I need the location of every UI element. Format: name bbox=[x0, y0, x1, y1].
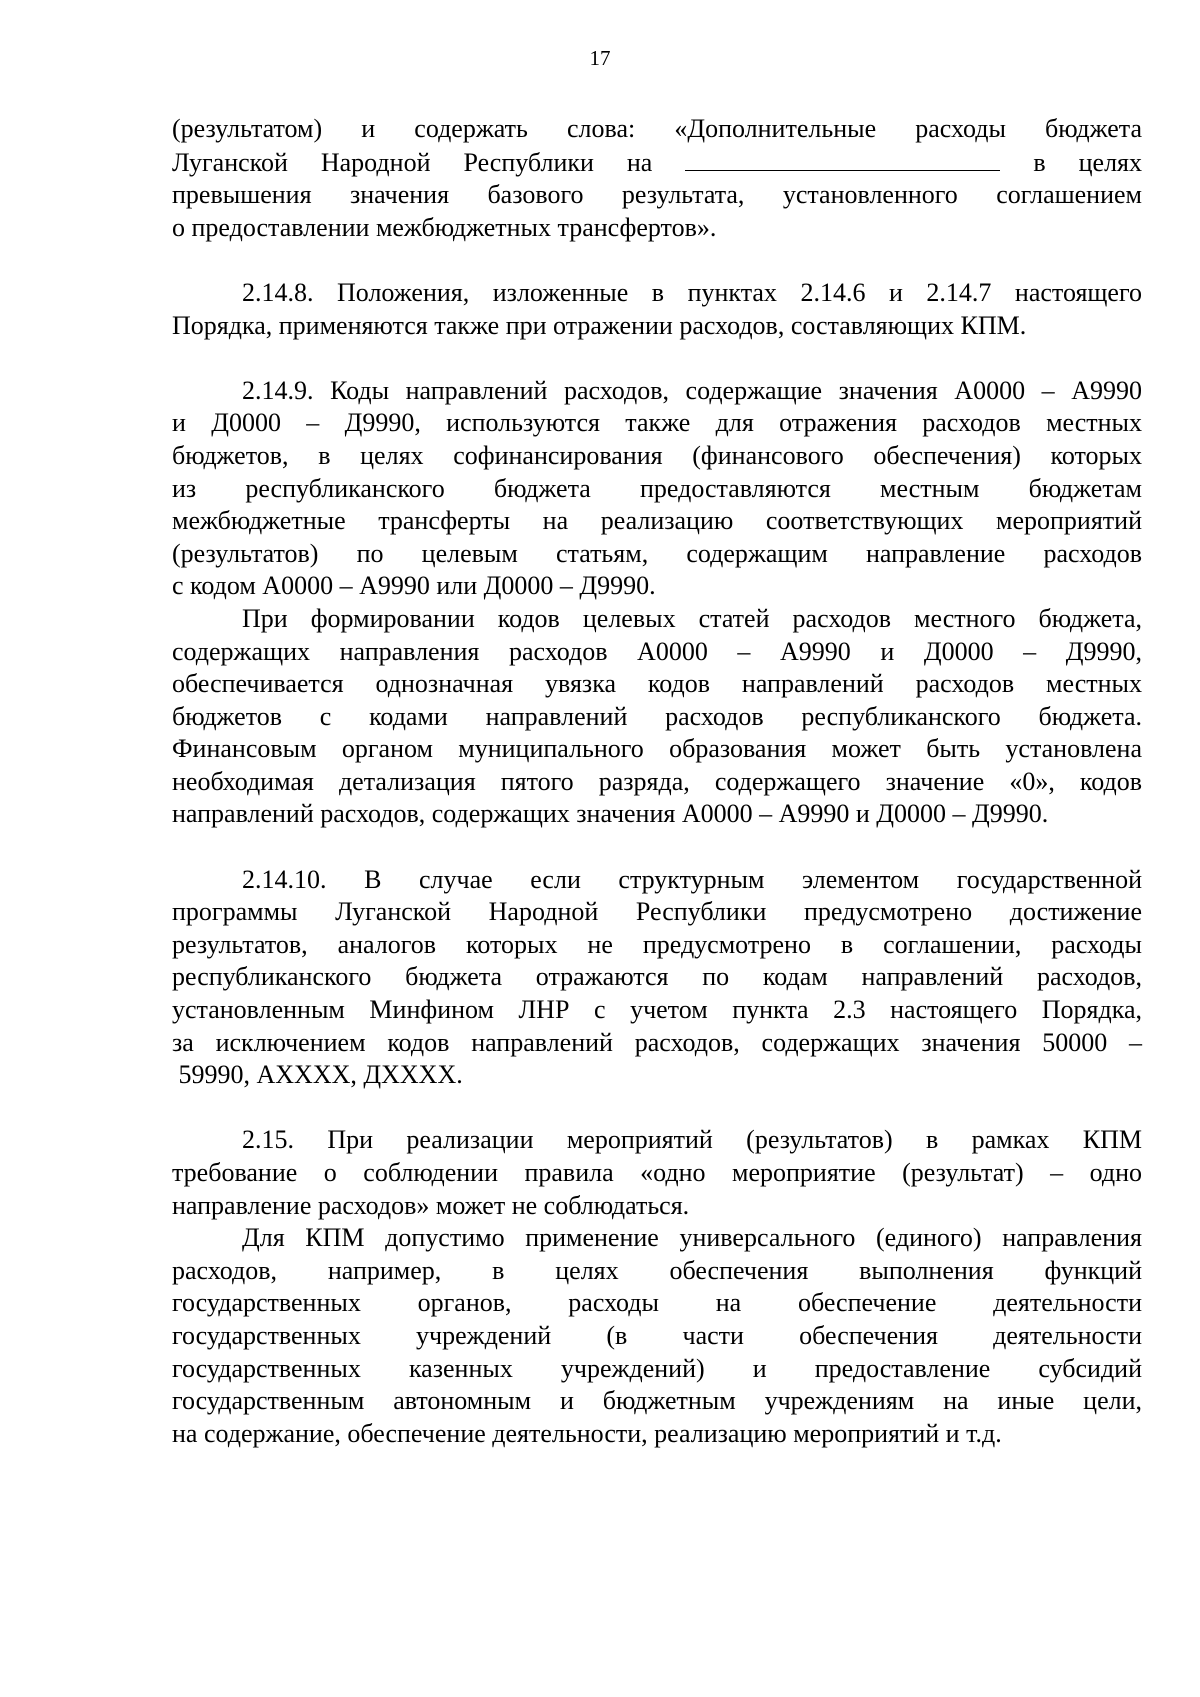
text-line: расходов, например, в целях обеспечения выполнения функций bbox=[172, 1255, 1142, 1285]
text-line: и Д0000 – Д9990, используются также для отражения расходов местных bbox=[172, 408, 1142, 438]
text-line: за исключением кодов направлений расходов, содержащих значения 50000 – bbox=[172, 1027, 1142, 1057]
text-line: 2.14.8. Положения, изложенные в пунктах 2.14.6 и 2.14.7 настоящего bbox=[242, 277, 1142, 307]
paragraph-gap bbox=[172, 244, 1142, 277]
text-line: 2.14.9. Коды направлений расходов, содержащие значения А0000 – А9990 bbox=[242, 375, 1142, 405]
text-line: государственным автономным и бюджетным учреждениям на иные цели, bbox=[172, 1386, 1142, 1416]
text-line: превышения значения базового результата, установленного соглашением bbox=[172, 180, 1142, 210]
text-line: на содержание, обеспечение деятельности, реализацию мероприятий и т.д. bbox=[172, 1418, 1002, 1448]
paragraph-gap bbox=[172, 831, 1142, 864]
text-line: Финансовым органом муниципального образования может быть установлена bbox=[172, 734, 1142, 764]
paragraph-universal-direction bbox=[172, 1222, 1142, 1450]
text-line: государственных казенных учреждений) и предоставление субсидий bbox=[172, 1353, 1142, 1383]
paragraph-gap bbox=[172, 342, 1142, 375]
text-line: обеспечивается однозначная увязка кодов направлений расходов местных bbox=[172, 669, 1142, 699]
document-body bbox=[172, 113, 1142, 1450]
text-line: требование о соблюдении правила «одно мероприятие (результат) – одно bbox=[172, 1158, 1142, 1187]
text-line: межбюджетные трансферты на реализацию соответствующих мероприятий bbox=[172, 506, 1142, 536]
page-number: 17 bbox=[589, 46, 611, 70]
text-line: 59990, АХХХХ, ДХХХХ. bbox=[172, 1060, 463, 1090]
text-line: о предоставлении межбюджетных трансфертов». bbox=[172, 212, 717, 242]
text-line: направление расходов» может не соблюдаться. bbox=[172, 1190, 690, 1220]
text-line: бюджетов, в целях софинансирования (финансового обеспечения) которых bbox=[172, 440, 1142, 470]
text-line: бюджетов с кодами направлений расходов республиканского бюджета. bbox=[172, 701, 1142, 731]
paragraph-2-14-10 bbox=[172, 864, 1142, 1092]
text-line: республиканского бюджета отражаются по кодам направлений расходов, bbox=[172, 962, 1142, 992]
text-line: 2.14.10. В случае если структурным элементом государственной bbox=[242, 864, 1142, 894]
text-line: 2.15. При реализации мероприятий (результатов) в рамках КПМ bbox=[242, 1125, 1142, 1155]
paragraph-2-15 bbox=[172, 1124, 1142, 1222]
paragraph-local-budget-codes bbox=[172, 603, 1142, 831]
text-line: необходимая детализация пятого разряда, содержащего значение «0», кодов bbox=[172, 766, 1142, 796]
text-line: государственных учреждений (в части обеспечения деятельности bbox=[172, 1320, 1142, 1350]
text-line: направлений расходов, содержащих значения А0000 – А9990 и Д0000 – Д9990. bbox=[172, 799, 1049, 829]
fill-in-blank-line bbox=[685, 146, 1000, 171]
text-line: результатов, аналогов которых не предусмотрено в соглашении, расходы bbox=[172, 929, 1142, 959]
text-line: содержащих направления расходов А0000 – А9990 и Д0000 – Д9990, bbox=[172, 636, 1142, 666]
text-fragment: Луганской Народной Республики на bbox=[172, 147, 653, 177]
text-line: с кодом А0000 – А9990 или Д0000 – Д9990. bbox=[172, 571, 656, 601]
text-line: установленным Минфином ЛНР с учетом пункта 2.3 настоящего Порядка, bbox=[172, 995, 1142, 1025]
text-line: Для КПМ допустимо применение универсального (единого) направления bbox=[242, 1223, 1142, 1253]
text-line: При формировании кодов целевых статей расходов местного бюджета, bbox=[242, 603, 1142, 633]
text-fragment: в целях bbox=[1033, 147, 1143, 177]
text-line: из республиканского бюджета предоставляются местным бюджетам bbox=[172, 473, 1142, 503]
paragraph-gap bbox=[172, 1092, 1142, 1125]
text-line: (результатом) и содержать слова: «Дополнительные расходы бюджета bbox=[172, 114, 1142, 143]
paragraph-continuation bbox=[172, 113, 1142, 244]
text-line: государственных органов, расходы на обеспечение деятельности bbox=[172, 1288, 1142, 1318]
text-line: (результатов) по целевым статьям, содержащим направление расходов bbox=[172, 538, 1142, 568]
paragraph-2-14-8 bbox=[172, 277, 1142, 342]
paragraph-2-14-9 bbox=[172, 375, 1142, 603]
text-line-with-blank bbox=[172, 146, 1142, 180]
text-line: Порядка, применяются также при отражении расходов, составляющих КПМ. bbox=[172, 310, 1027, 340]
text-line: программы Луганской Народной Республики предусмотрено достижение bbox=[172, 897, 1142, 927]
